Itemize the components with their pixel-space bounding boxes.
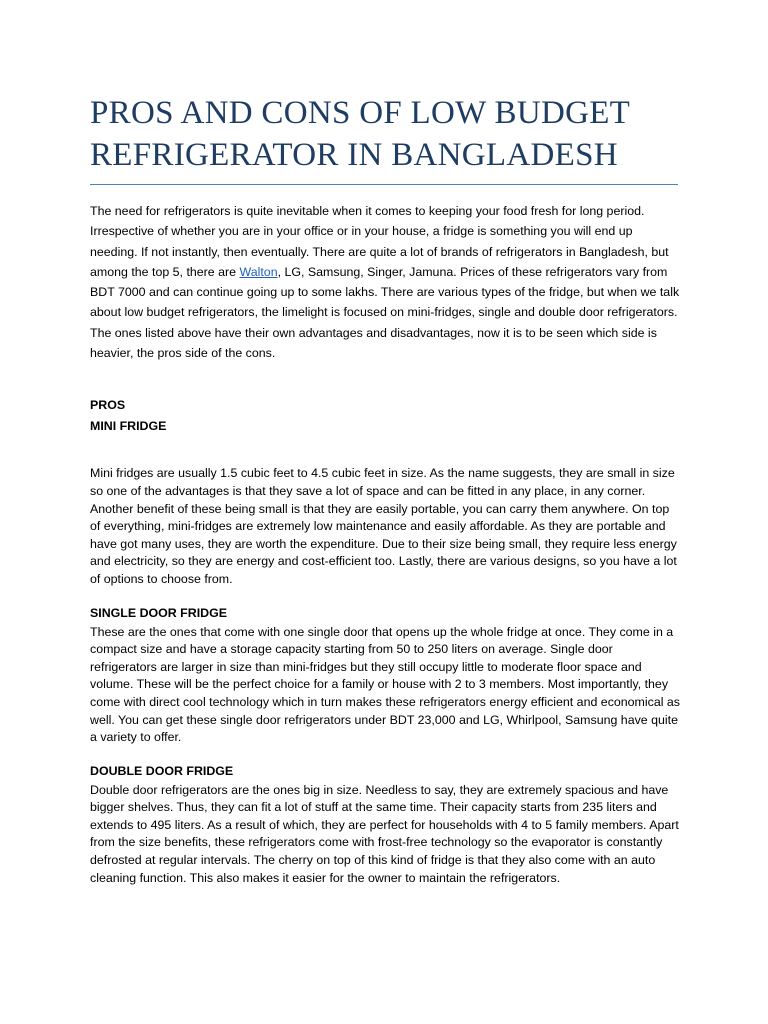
- single-door-fridge-paragraph: These are the ones that come with one single door that opens up the whole fridge at once. They come in a compact size and have a storage capacity starting from 50 to 250 liters on average. Single door refrigerators are larger in size than mini-fridges but they still occupy little to moderate floor space and volume. These will be the perfect choice for a family or house with 2 to 3 members. Most importantly, they come with direct cool technology which in turn makes these refrigerators energy efficient and economical as well. You can get these single door refrigerators under BDT 23,000 and LG, Whirlpool, Samsung have quite a variety to offer.: [90, 624, 681, 745]
- pros-heading: PROS: [90, 398, 126, 413]
- double-door-fridge-heading: DOUBLE DOOR FRIDGE: [90, 763, 234, 778]
- double-door-fridge-paragraph: Double door refrigerators are the ones big in size. Needless to say, they are extremely spacious and have bigger shelves. Thus, they can fit a lot of stuff at the same time. Their capacity starts from 235 liters and extends to 495 liters. As a result of which, they are perfect for households with 4 to 5 family members. Apart from the size benefits, these refrigerators come with frost-free technology so the evaporator is constantly defrosted at regular intervals. The cherry on top of this kind of fridge is that they also come with an auto cleaning function. This also makes it easier for the owner to maintain the refrigerators.: [90, 782, 679, 885]
- single-door-fridge-heading: SINGLE DOOR FRIDGE: [90, 605, 227, 620]
- intro-paragraph: [90, 201, 680, 363]
- intro-text-before-link: The need for refrigerators is quite inevitable when it comes to keeping your food fresh for long period. Irrespective of whether you are in your office or in your house, a fridge is something you will end up needing. If not instantly, then eventually. There are quite a lot of brands of refrigerators in Bangladesh, but among the top 5, there are: [90, 204, 669, 279]
- mini-fridge-paragraph: Mini fridges are usually 1.5 cubic feet to 4.5 cubic feet in size. As the name suggests, they are small in size so one of the advantages is that they save a lot of space and can be fitted in any place, in any corner. Another benefit of these being small is that they are easily portable, you can carry them anywhere. On top of everything, mini-fridges are extremely low maintenance and easily affordable. As they are portable and have got many uses, they are worth the expenditure. Due to their size being small, they require less energy and electricity, so they are energy and cost-efficient too. Lastly, there are various designs, so you have a lot of options to choose from.: [90, 466, 677, 586]
- document-page: [90, 92, 680, 887]
- document-title: PROS AND CONS OF LOW BUDGET REFRIGERATOR IN BANGLADESH: [90, 95, 630, 173]
- mini-fridge-heading: MINI FRIDGE: [90, 419, 167, 434]
- walton-link[interactable]: Walton: [239, 264, 278, 279]
- intro-text-after-link: , LG, Samsung, Singer, Jamuna. Prices of these refrigerators vary from BDT 7000 and can continue going up to some lakhs. There are various types of the fridge, but when we talk about low budget refrigerators, the limelight is focused on mini-fridges, single and double door refrigerators. The ones listed above have their own advantages and disadvantages, now it is to be seen which side is heavier, the pros side of the cons.: [90, 264, 680, 361]
- title-underline: [90, 184, 678, 185]
